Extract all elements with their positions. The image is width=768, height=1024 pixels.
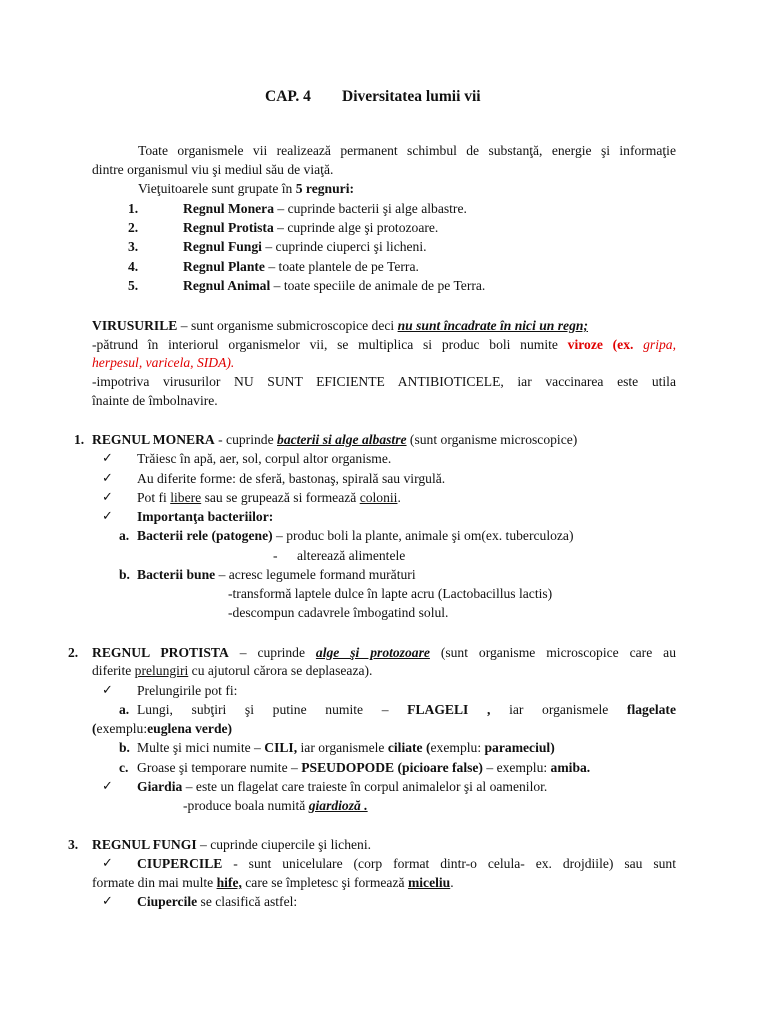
check-icon: ✓ bbox=[102, 509, 113, 524]
check-icon: ✓ bbox=[102, 894, 113, 909]
section-number: 3. bbox=[68, 837, 79, 852]
virusuri-line-2: -pătrund în interiorul organismelor vii, se multiplica si produc boli numite viroze (ex. gripa, bbox=[92, 337, 676, 352]
intro-line-2: dintre organismul viu şi mediul său de viaţă. bbox=[92, 162, 334, 177]
sub-item-continued: -transformă laptele dulce în lapte acru (Lactobacillus lactis) bbox=[228, 586, 553, 601]
list-item: Regnul Fungi – cuprinde ciuperci şi licheni. bbox=[183, 239, 427, 254]
list-item: Regnul Plante – toate plantele de pe Terra. bbox=[183, 259, 419, 274]
section-number: 2. bbox=[68, 645, 79, 660]
section-number: 1. bbox=[74, 432, 85, 447]
list-item-number: 2. bbox=[128, 220, 139, 235]
sub-item: Bacterii rele (patogene) – produc boli la plante, animale şi om(ex. tuberculoza) bbox=[137, 528, 574, 543]
sub-letter: a. bbox=[119, 528, 130, 543]
list-item: Regnul Protista – cuprinde alge şi protozoare. bbox=[183, 220, 439, 235]
sub-dash: - bbox=[273, 548, 278, 563]
bullet-text: Prelungirile pot fi: bbox=[137, 683, 238, 698]
chapter-title: Diversitatea lumii vii bbox=[342, 88, 481, 105]
virusuri-heading: VIRUSURILE bbox=[92, 318, 178, 333]
list-item-number: 4. bbox=[128, 259, 139, 274]
check-icon: ✓ bbox=[102, 683, 113, 698]
sub-letter: c. bbox=[119, 760, 129, 775]
sub-item: Multe şi mici numite – CILI, iar organismele ciliate (exemplu: parameciul) bbox=[137, 740, 555, 755]
sub-letter: a. bbox=[119, 702, 130, 717]
bullet-text: CIUPERCILE - sunt unicelulare (corp format dintr-o celula- ex. drojdiile) sau sunt bbox=[137, 856, 676, 871]
virusuri-line-3: herpesul, varicela, SIDA). bbox=[92, 355, 235, 370]
list-item-number: 3. bbox=[128, 239, 139, 254]
check-icon: ✓ bbox=[102, 451, 113, 466]
sub-letter: b. bbox=[119, 740, 130, 755]
sub-item: Bacterii bune – acresc legumele formand murături bbox=[137, 567, 416, 582]
sub-item: Groase şi temporare numite – PSEUDOPODE (picioare false) – exemplu: amiba. bbox=[137, 760, 591, 775]
protista-line-2: diferite prelungiri cu ajutorul cărora se deplaseaza). bbox=[92, 663, 373, 678]
bullet-text: Giardia – este un flagelat care traieste în corpul animalelor şi al oamenilor. bbox=[137, 779, 548, 794]
check-icon: ✓ bbox=[102, 471, 113, 486]
section-heading-monera: REGNUL MONERA - cuprinde bacterii si alge albastre (sunt organisme microscopice) bbox=[92, 432, 578, 447]
list-item: Regnul Monera – cuprinde bacterii şi alge albastre. bbox=[183, 201, 467, 216]
virusuri-line-5: înainte de îmbolnavire. bbox=[92, 393, 218, 408]
bullet-text: Pot fi libere sau se grupează si formează colonii. bbox=[137, 490, 401, 505]
section-heading-fungi: REGNUL FUNGI – cuprinde ciupercile şi licheni. bbox=[92, 837, 371, 852]
sub-item: Lungi, subţiri şi putine numite – FLAGELI , iar organismele flagelate bbox=[137, 702, 676, 717]
virusuri-line-4: -impotriva virusurilor NU SUNT EFICIENTE ANTIBIOTICELE, iar vaccinarea este utila bbox=[92, 374, 676, 389]
section-heading-protista: REGNUL PROTISTA – cuprinde alge şi protozoare (sunt organisme microscopice care au bbox=[92, 645, 676, 660]
check-icon: ✓ bbox=[102, 779, 113, 794]
sub-item-continued: alterează alimentele bbox=[297, 548, 406, 563]
list-item-number: 5. bbox=[128, 278, 139, 293]
bullet-text: Ciupercile se clasifică astfel: bbox=[137, 894, 298, 909]
bullet-text: Au diferite forme: de sferă, bastonaş, spirală sau virgulă. bbox=[137, 471, 446, 486]
intro-line-3: Vieţuitoarele sunt grupate în 5 regnuri: bbox=[138, 181, 355, 196]
list-item-number: 1. bbox=[128, 201, 139, 216]
chapter-number: CAP. 4 bbox=[265, 88, 311, 105]
bullet-text: Importanţa bacteriilor: bbox=[137, 509, 274, 524]
sub-item-continued: (exemplu:euglena verde) bbox=[92, 721, 233, 736]
sub-item-continued: -produce boala numită giardioză . bbox=[183, 798, 368, 813]
sub-letter: b. bbox=[119, 567, 130, 582]
virusuri-line-1: VIRUSURILE – sunt organisme submicroscopice deci nu sunt încadrate în nici un regn; bbox=[92, 318, 588, 333]
check-icon: ✓ bbox=[102, 856, 113, 871]
intro-line-1: Toate organismele vii realizează permanent schimbul de substanţă, energie şi informaţie bbox=[138, 143, 676, 158]
sub-item-continued: -descompun cadavrele îmbogatind solul. bbox=[228, 605, 449, 620]
bullet-text-continued: formate din mai multe hife, care se împletesc şi formează miceliu. bbox=[92, 875, 454, 890]
check-icon: ✓ bbox=[102, 490, 113, 505]
bullet-text: Trăiesc în apă, aer, sol, corpul altor organisme. bbox=[137, 451, 392, 466]
list-item: Regnul Animal – toate speciile de animale de pe Terra. bbox=[183, 278, 486, 293]
